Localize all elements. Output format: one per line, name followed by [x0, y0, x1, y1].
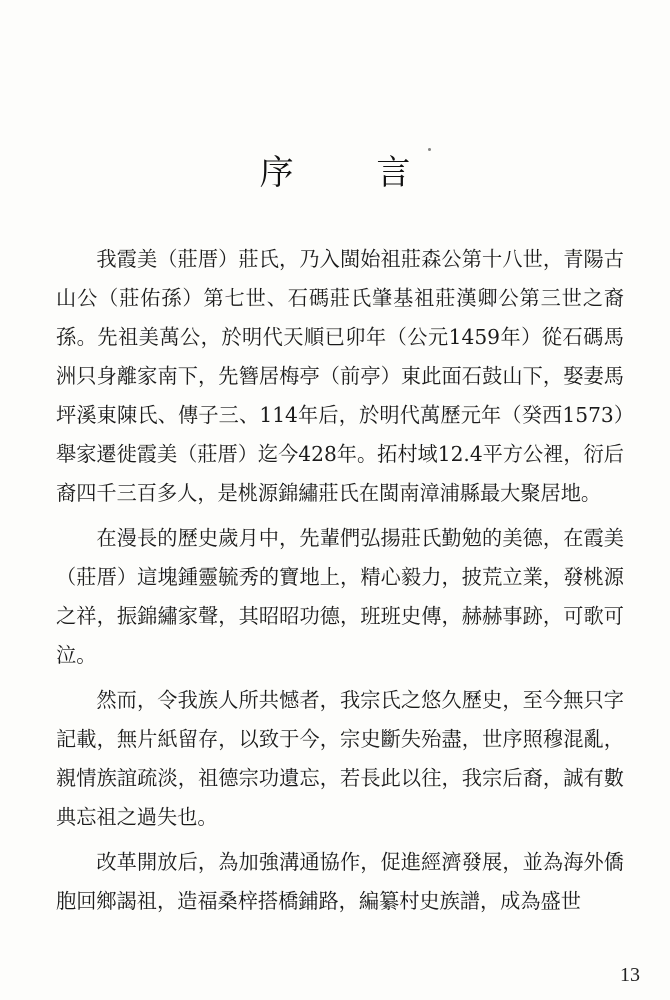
page-title: 序 言 [259, 152, 447, 193]
paragraph-1: 我霞美（莊厝）莊氏，乃入閩始祖莊森公第十八世，青陽古山公（莊佑孫）第七世、石碼莊氏肇基祖莊漢卿公第三世之裔孫。先祖美萬公，於明代天順已卯年（公元1459年）從石碼馬洲只身離家南下，先簪居梅亭（前亭）東此面石鼓山下，娶妻馬坪溪東陳氏、傳子三、114年后，於明代萬歷元年（癸西1573）舉家遷徙霞美（莊厝）迄今428年。拓村域12.4平方公裡，衍后裔四千三百多人，是桃源錦繡莊氏在閩南漳浦縣最大聚居地。 [56, 247, 624, 505]
paragraph-4: 改革開放后，為加強溝通協作，促進經濟發展，並為海外僑胞回鄉謁祖，造福桑梓搭橋鋪路，編纂村史族譜，成為盛世 [56, 850, 624, 913]
preface-body [56, 240, 624, 921]
paragraph-2: 在漫長的歷史歲月中，先輩們弘揚莊氏勤勉的美德，在霞美（莊厝）這塊鍾靈毓秀的寶地上，精心毅力，披荒立業，發桃源之祥，振錦繡家聲，其昭昭功德，班班史傳，赫赫事跡，可歌可泣。 [56, 526, 624, 667]
paragraph-3: 然而，令我族人所共憾者，我宗氏之悠久歷史，至今無只字記載，無片紙留存，以致于今，宗史斷失殆盡，世序照穆混亂，親情族誼疏淡，祖德宗功遺忘，若長此以往，我宗后裔，誠有數典忘祖之過失也。 [56, 688, 624, 829]
page-number: 13 [620, 964, 640, 986]
